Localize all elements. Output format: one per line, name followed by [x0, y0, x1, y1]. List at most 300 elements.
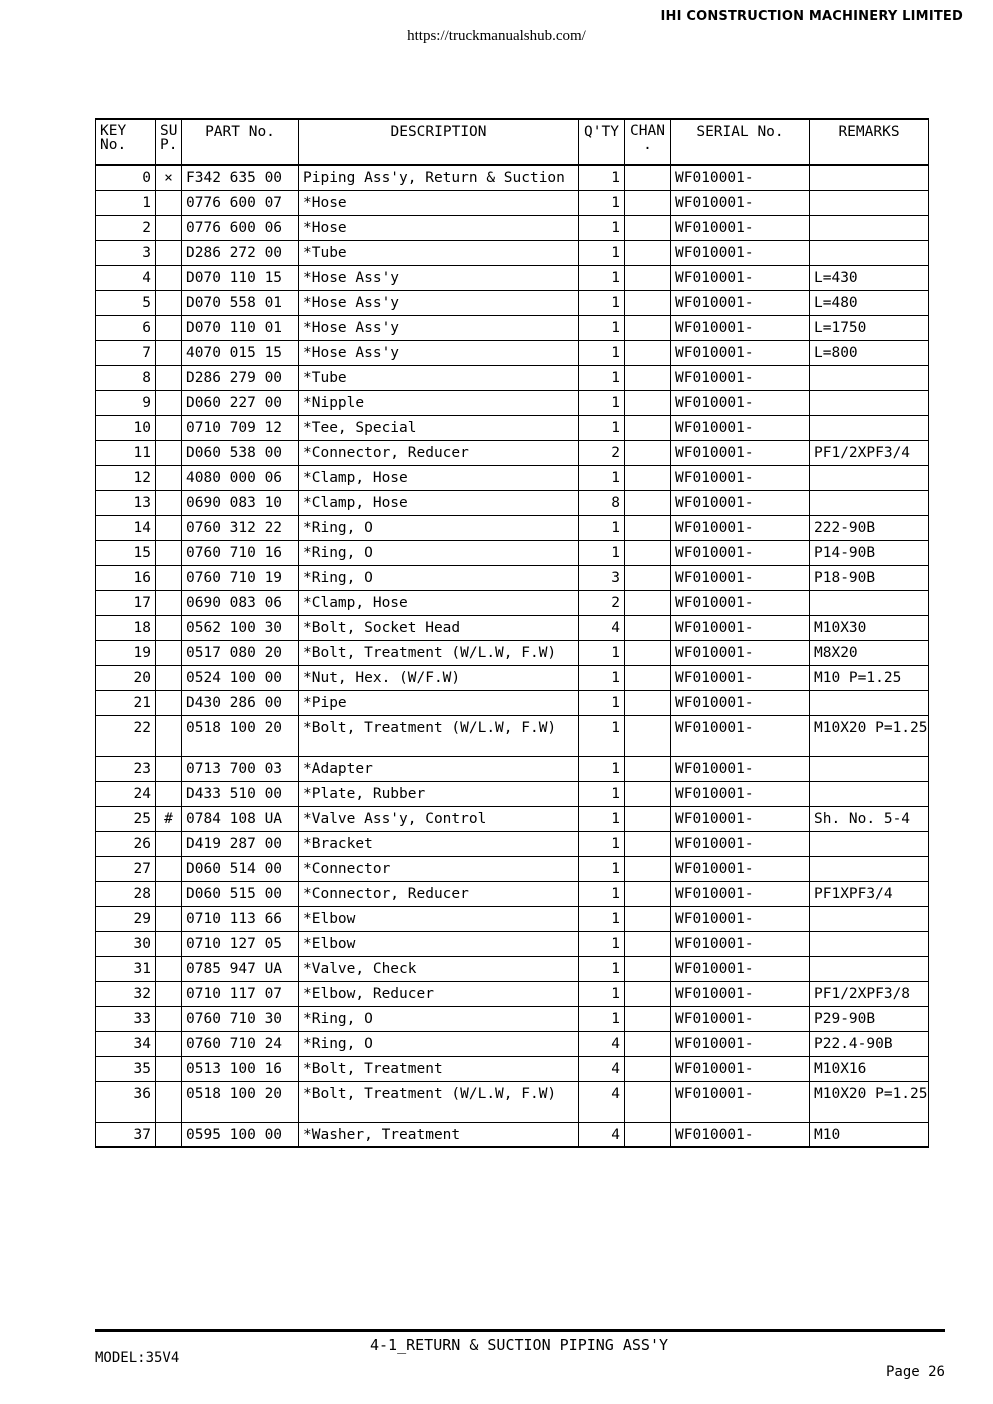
chan-cell — [625, 756, 671, 781]
chan-cell — [625, 781, 671, 806]
qty-cell: 1 — [579, 640, 625, 665]
description-cell: *Ring, O — [299, 565, 579, 590]
description-cell: *Ring, O — [299, 515, 579, 540]
table-row — [96, 1081, 929, 1122]
table-row — [96, 856, 929, 881]
description-cell: *Ring, O — [299, 1006, 579, 1031]
chan-cell — [625, 1006, 671, 1031]
sup-cell — [156, 340, 182, 365]
table-row — [96, 490, 929, 515]
key-cell: 22 — [96, 715, 156, 756]
part-no-cell: 0760 710 24 — [182, 1031, 299, 1056]
chan-cell — [625, 565, 671, 590]
description-cell: *Tube — [299, 240, 579, 265]
part-no-cell: D060 515 00 — [182, 881, 299, 906]
key-cell: 14 — [96, 515, 156, 540]
remarks-cell — [810, 190, 929, 215]
qty-cell: 1 — [579, 190, 625, 215]
chan-cell — [625, 956, 671, 981]
key-cell: 12 — [96, 465, 156, 490]
description-cell: *Connector, Reducer — [299, 440, 579, 465]
key-cell: 19 — [96, 640, 156, 665]
part-no-cell: D430 286 00 — [182, 690, 299, 715]
description-cell: *Plate, Rubber — [299, 781, 579, 806]
table-row — [96, 340, 929, 365]
key-cell: 27 — [96, 856, 156, 881]
description-cell: *Nut, Hex. (W/F.W) — [299, 665, 579, 690]
remarks-cell: M10X30 — [810, 615, 929, 640]
description-cell: *Tube — [299, 365, 579, 390]
table-row — [96, 465, 929, 490]
qty-cell: 1 — [579, 756, 625, 781]
part-no-cell: 0713 700 03 — [182, 756, 299, 781]
description-cell: *Hose — [299, 215, 579, 240]
part-no-cell: 0518 100 20 — [182, 1081, 299, 1122]
sup-cell — [156, 290, 182, 315]
serial-no-cell: WF010001- — [671, 540, 810, 565]
sup-cell — [156, 390, 182, 415]
remarks-cell: M8X20 — [810, 640, 929, 665]
chan-cell — [625, 490, 671, 515]
description-cell: *Bolt, Treatment — [299, 1056, 579, 1081]
serial-no-cell: WF010001- — [671, 215, 810, 240]
serial-no-cell: WF010001- — [671, 165, 810, 190]
header-chan: CHAN . — [625, 119, 671, 165]
description-cell: *Ring, O — [299, 1031, 579, 1056]
footer-title: 4-1_RETURN & SUCTION PIPING ASS'Y — [369, 1336, 668, 1354]
part-no-cell: D286 279 00 — [182, 365, 299, 390]
qty-cell: 1 — [579, 931, 625, 956]
sup-cell — [156, 906, 182, 931]
sup-cell — [156, 831, 182, 856]
sup-cell — [156, 665, 182, 690]
chan-cell — [625, 1056, 671, 1081]
sup-cell — [156, 490, 182, 515]
sup-cell — [156, 640, 182, 665]
chan-cell — [625, 831, 671, 856]
key-cell: 29 — [96, 906, 156, 931]
remarks-cell: P22.4-90B — [810, 1031, 929, 1056]
key-cell: 31 — [96, 956, 156, 981]
remarks-cell — [810, 240, 929, 265]
serial-no-cell: WF010001- — [671, 856, 810, 881]
description-cell: *Hose Ass'y — [299, 315, 579, 340]
table-row — [96, 906, 929, 931]
description-cell: *Elbow — [299, 931, 579, 956]
description-cell: *Bolt, Socket Head — [299, 615, 579, 640]
key-cell: 5 — [96, 290, 156, 315]
part-no-cell: 0524 100 00 — [182, 665, 299, 690]
remarks-cell — [810, 215, 929, 240]
remarks-cell — [810, 165, 929, 190]
sup-cell — [156, 756, 182, 781]
serial-no-cell: WF010001- — [671, 1081, 810, 1122]
qty-cell: 4 — [579, 1056, 625, 1081]
description-cell: *Elbow — [299, 906, 579, 931]
chan-cell — [625, 640, 671, 665]
table-row — [96, 956, 929, 981]
table-row — [96, 540, 929, 565]
serial-no-cell: WF010001- — [671, 931, 810, 956]
part-no-cell: 0517 080 20 — [182, 640, 299, 665]
part-no-cell: D060 514 00 — [182, 856, 299, 881]
key-cell: 30 — [96, 931, 156, 956]
remarks-cell: PF1/2XPF3/4 — [810, 440, 929, 465]
remarks-cell: PF1/2XPF3/8 — [810, 981, 929, 1006]
key-cell: 1 — [96, 190, 156, 215]
chan-cell — [625, 390, 671, 415]
chan-cell — [625, 240, 671, 265]
remarks-cell: M10 — [810, 1122, 929, 1147]
sup-cell — [156, 1056, 182, 1081]
description-cell: Piping Ass'y, Return & Suction — [299, 165, 579, 190]
key-cell: 23 — [96, 756, 156, 781]
key-cell: 36 — [96, 1081, 156, 1122]
remarks-cell: P14-90B — [810, 540, 929, 565]
table-row — [96, 315, 929, 340]
table-row — [96, 1031, 929, 1056]
table-row — [96, 881, 929, 906]
header-qty: Q'TY — [579, 119, 625, 165]
serial-no-cell: WF010001- — [671, 806, 810, 831]
part-no-cell: D286 272 00 — [182, 240, 299, 265]
chan-cell — [625, 981, 671, 1006]
sup-cell — [156, 415, 182, 440]
qty-cell: 4 — [579, 1031, 625, 1056]
qty-cell: 1 — [579, 240, 625, 265]
sup-cell — [156, 190, 182, 215]
description-cell: *Washer, Treatment — [299, 1122, 579, 1147]
table-row — [96, 831, 929, 856]
remarks-cell: M10X20 P=1.25 — [810, 715, 929, 756]
remarks-cell — [810, 365, 929, 390]
remarks-cell — [810, 831, 929, 856]
table-row — [96, 1122, 929, 1147]
description-cell: *Adapter — [299, 756, 579, 781]
sup-cell — [156, 856, 182, 881]
chan-cell — [625, 515, 671, 540]
part-no-cell: 0710 113 66 — [182, 906, 299, 931]
remarks-cell: M10X20 P=1.25 — [810, 1081, 929, 1122]
qty-cell: 1 — [579, 415, 625, 440]
sup-cell — [156, 315, 182, 340]
remarks-cell — [810, 590, 929, 615]
part-no-cell: 0760 710 30 — [182, 1006, 299, 1031]
description-cell: *Clamp, Hose — [299, 490, 579, 515]
serial-no-cell: WF010001- — [671, 490, 810, 515]
sup-cell — [156, 1081, 182, 1122]
key-cell: 17 — [96, 590, 156, 615]
chan-cell — [625, 165, 671, 190]
serial-no-cell: WF010001- — [671, 956, 810, 981]
serial-no-cell: WF010001- — [671, 415, 810, 440]
chan-cell — [625, 1122, 671, 1147]
remarks-cell: P18-90B — [810, 565, 929, 590]
sup-cell: # — [156, 806, 182, 831]
description-cell: *Valve Ass'y, Control — [299, 806, 579, 831]
table-row — [96, 415, 929, 440]
description-cell: *Nipple — [299, 390, 579, 415]
sup-cell — [156, 690, 182, 715]
qty-cell: 1 — [579, 515, 625, 540]
remarks-cell: 222-90B — [810, 515, 929, 540]
sup-cell — [156, 1031, 182, 1056]
sup-cell — [156, 1006, 182, 1031]
table-row — [96, 390, 929, 415]
description-cell: *Ring, O — [299, 540, 579, 565]
serial-no-cell: WF010001- — [671, 465, 810, 490]
key-cell: 33 — [96, 1006, 156, 1031]
part-no-cell: D060 227 00 — [182, 390, 299, 415]
chan-cell — [625, 340, 671, 365]
qty-cell: 4 — [579, 1122, 625, 1147]
key-cell: 25 — [96, 806, 156, 831]
sup-cell — [156, 565, 182, 590]
description-cell: *Connector, Reducer — [299, 881, 579, 906]
header-remarks: REMARKS — [810, 119, 929, 165]
part-no-cell: D060 538 00 — [182, 440, 299, 465]
qty-cell: 1 — [579, 981, 625, 1006]
chan-cell — [625, 931, 671, 956]
description-cell: *Clamp, Hose — [299, 465, 579, 490]
part-no-cell: 0760 710 19 — [182, 565, 299, 590]
qty-cell: 4 — [579, 1081, 625, 1122]
serial-no-cell: WF010001- — [671, 365, 810, 390]
part-no-cell: 0760 312 22 — [182, 515, 299, 540]
remarks-cell — [810, 415, 929, 440]
part-no-cell: 0784 108 UA — [182, 806, 299, 831]
table-row — [96, 365, 929, 390]
qty-cell: 1 — [579, 290, 625, 315]
table-row — [96, 1056, 929, 1081]
serial-no-cell: WF010001- — [671, 690, 810, 715]
table-row — [96, 290, 929, 315]
chan-cell — [625, 906, 671, 931]
description-cell: *Bolt, Treatment (W/L.W, F.W) — [299, 1081, 579, 1122]
qty-cell: 1 — [579, 465, 625, 490]
description-cell: *Valve, Check — [299, 956, 579, 981]
sup-cell — [156, 781, 182, 806]
part-no-cell: 4080 000 06 — [182, 465, 299, 490]
part-no-cell: 0710 709 12 — [182, 415, 299, 440]
serial-no-cell: WF010001- — [671, 665, 810, 690]
qty-cell: 1 — [579, 690, 625, 715]
key-cell: 35 — [96, 1056, 156, 1081]
serial-no-cell: WF010001- — [671, 1122, 810, 1147]
part-no-cell: 0776 600 07 — [182, 190, 299, 215]
part-no-cell: 0760 710 16 — [182, 540, 299, 565]
key-cell: 10 — [96, 415, 156, 440]
serial-no-cell: WF010001- — [671, 315, 810, 340]
part-no-cell: F342 635 00 — [182, 165, 299, 190]
serial-no-cell: WF010001- — [671, 590, 810, 615]
key-cell: 26 — [96, 831, 156, 856]
qty-cell: 1 — [579, 390, 625, 415]
key-cell: 37 — [96, 1122, 156, 1147]
part-no-cell: 0690 083 06 — [182, 590, 299, 615]
description-cell: *Hose Ass'y — [299, 340, 579, 365]
chan-cell — [625, 415, 671, 440]
key-cell: 16 — [96, 565, 156, 590]
qty-cell: 3 — [579, 565, 625, 590]
key-cell: 32 — [96, 981, 156, 1006]
remarks-cell — [810, 856, 929, 881]
remarks-cell: L=800 — [810, 340, 929, 365]
chan-cell — [625, 715, 671, 756]
key-cell: 20 — [96, 665, 156, 690]
remarks-cell: L=480 — [810, 290, 929, 315]
qty-cell: 1 — [579, 715, 625, 756]
chan-cell — [625, 215, 671, 240]
serial-no-cell: WF010001- — [671, 340, 810, 365]
brand-name: IHI CONSTRUCTION MACHINERY LIMITED — [660, 9, 963, 24]
chan-cell — [625, 315, 671, 340]
qty-cell: 1 — [579, 665, 625, 690]
serial-no-cell: WF010001- — [671, 515, 810, 540]
serial-no-cell: WF010001- — [671, 1006, 810, 1031]
table-header — [96, 119, 929, 165]
chan-cell — [625, 365, 671, 390]
part-no-cell: 0513 100 16 — [182, 1056, 299, 1081]
serial-no-cell: WF010001- — [671, 715, 810, 756]
remarks-cell: PF1XPF3/4 — [810, 881, 929, 906]
serial-no-cell: WF010001- — [671, 881, 810, 906]
remarks-cell: Sh. No. 5-4 — [810, 806, 929, 831]
key-cell: 2 — [96, 215, 156, 240]
chan-cell — [625, 1081, 671, 1122]
remarks-cell — [810, 956, 929, 981]
qty-cell: 1 — [579, 215, 625, 240]
sup-cell — [156, 981, 182, 1006]
header-serial-no: SERIAL No. — [671, 119, 810, 165]
remarks-cell — [810, 490, 929, 515]
table-row — [96, 215, 929, 240]
table-row — [96, 515, 929, 540]
remarks-cell — [810, 465, 929, 490]
table-row — [96, 615, 929, 640]
sup-cell — [156, 240, 182, 265]
chan-cell — [625, 190, 671, 215]
qty-cell: 1 — [579, 265, 625, 290]
key-cell: 3 — [96, 240, 156, 265]
serial-no-cell: WF010001- — [671, 440, 810, 465]
key-cell: 11 — [96, 440, 156, 465]
table-row — [96, 931, 929, 956]
table-row — [96, 440, 929, 465]
table-row — [96, 981, 929, 1006]
remarks-cell — [810, 690, 929, 715]
table-row — [96, 756, 929, 781]
chan-cell — [625, 465, 671, 490]
qty-cell: 1 — [579, 365, 625, 390]
description-cell: *Bracket — [299, 831, 579, 856]
model-label: MODEL:35V4 — [95, 1350, 180, 1366]
table-row — [96, 590, 929, 615]
part-no-cell: 0690 083 10 — [182, 490, 299, 515]
qty-cell: 1 — [579, 856, 625, 881]
serial-no-cell: WF010001- — [671, 640, 810, 665]
qty-cell: 1 — [579, 540, 625, 565]
qty-cell: 4 — [579, 615, 625, 640]
part-no-cell: 0710 117 07 — [182, 981, 299, 1006]
key-cell: 4 — [96, 265, 156, 290]
key-cell: 6 — [96, 315, 156, 340]
table-row — [96, 565, 929, 590]
remarks-cell: M10X16 — [810, 1056, 929, 1081]
qty-cell: 2 — [579, 440, 625, 465]
key-cell: 21 — [96, 690, 156, 715]
chan-cell — [625, 265, 671, 290]
description-cell: *Hose — [299, 190, 579, 215]
serial-no-cell: WF010001- — [671, 831, 810, 856]
chan-cell — [625, 590, 671, 615]
description-cell: *Pipe — [299, 690, 579, 715]
qty-cell: 1 — [579, 881, 625, 906]
sup-cell — [156, 540, 182, 565]
sup-cell — [156, 265, 182, 290]
remarks-cell: M10 P=1.25 — [810, 665, 929, 690]
chan-cell — [625, 615, 671, 640]
table-row — [96, 165, 929, 190]
source-url[interactable]: https://truckmanualshub.com/ — [407, 28, 586, 44]
part-no-cell: D070 558 01 — [182, 290, 299, 315]
serial-no-cell: WF010001- — [671, 1031, 810, 1056]
table-row — [96, 690, 929, 715]
serial-no-cell: WF010001- — [671, 290, 810, 315]
qty-cell: 1 — [579, 781, 625, 806]
part-no-cell: 4070 015 15 — [182, 340, 299, 365]
description-cell: *Bolt, Treatment (W/L.W, F.W) — [299, 715, 579, 756]
key-cell: 18 — [96, 615, 156, 640]
chan-cell — [625, 540, 671, 565]
sup-cell — [156, 465, 182, 490]
qty-cell: 1 — [579, 315, 625, 340]
part-no-cell: D070 110 15 — [182, 265, 299, 290]
sup-cell — [156, 956, 182, 981]
chan-cell — [625, 690, 671, 715]
description-cell: *Elbow, Reducer — [299, 981, 579, 1006]
table-row — [96, 1006, 929, 1031]
header-sup: SU P. — [156, 119, 182, 165]
chan-cell — [625, 881, 671, 906]
remarks-cell: L=1750 — [810, 315, 929, 340]
header-key-no: KEY No. — [96, 119, 156, 165]
part-no-cell: D419 287 00 — [182, 831, 299, 856]
table-row — [96, 265, 929, 290]
qty-cell: 8 — [579, 490, 625, 515]
key-cell: 8 — [96, 365, 156, 390]
table-row — [96, 781, 929, 806]
table-row — [96, 715, 929, 756]
chan-cell — [625, 1031, 671, 1056]
part-no-cell: 0595 100 00 — [182, 1122, 299, 1147]
table-row — [96, 665, 929, 690]
serial-no-cell: WF010001- — [671, 1056, 810, 1081]
remarks-cell: P29-90B — [810, 1006, 929, 1031]
table-body — [96, 165, 929, 1147]
table-row — [96, 190, 929, 215]
sup-cell — [156, 931, 182, 956]
serial-no-cell: WF010001- — [671, 265, 810, 290]
qty-cell: 1 — [579, 906, 625, 931]
chan-cell — [625, 856, 671, 881]
description-cell: *Clamp, Hose — [299, 590, 579, 615]
table-row — [96, 240, 929, 265]
part-no-cell: 0562 100 30 — [182, 615, 299, 640]
sup-cell — [156, 615, 182, 640]
remarks-cell: L=430 — [810, 265, 929, 290]
key-cell: 13 — [96, 490, 156, 515]
